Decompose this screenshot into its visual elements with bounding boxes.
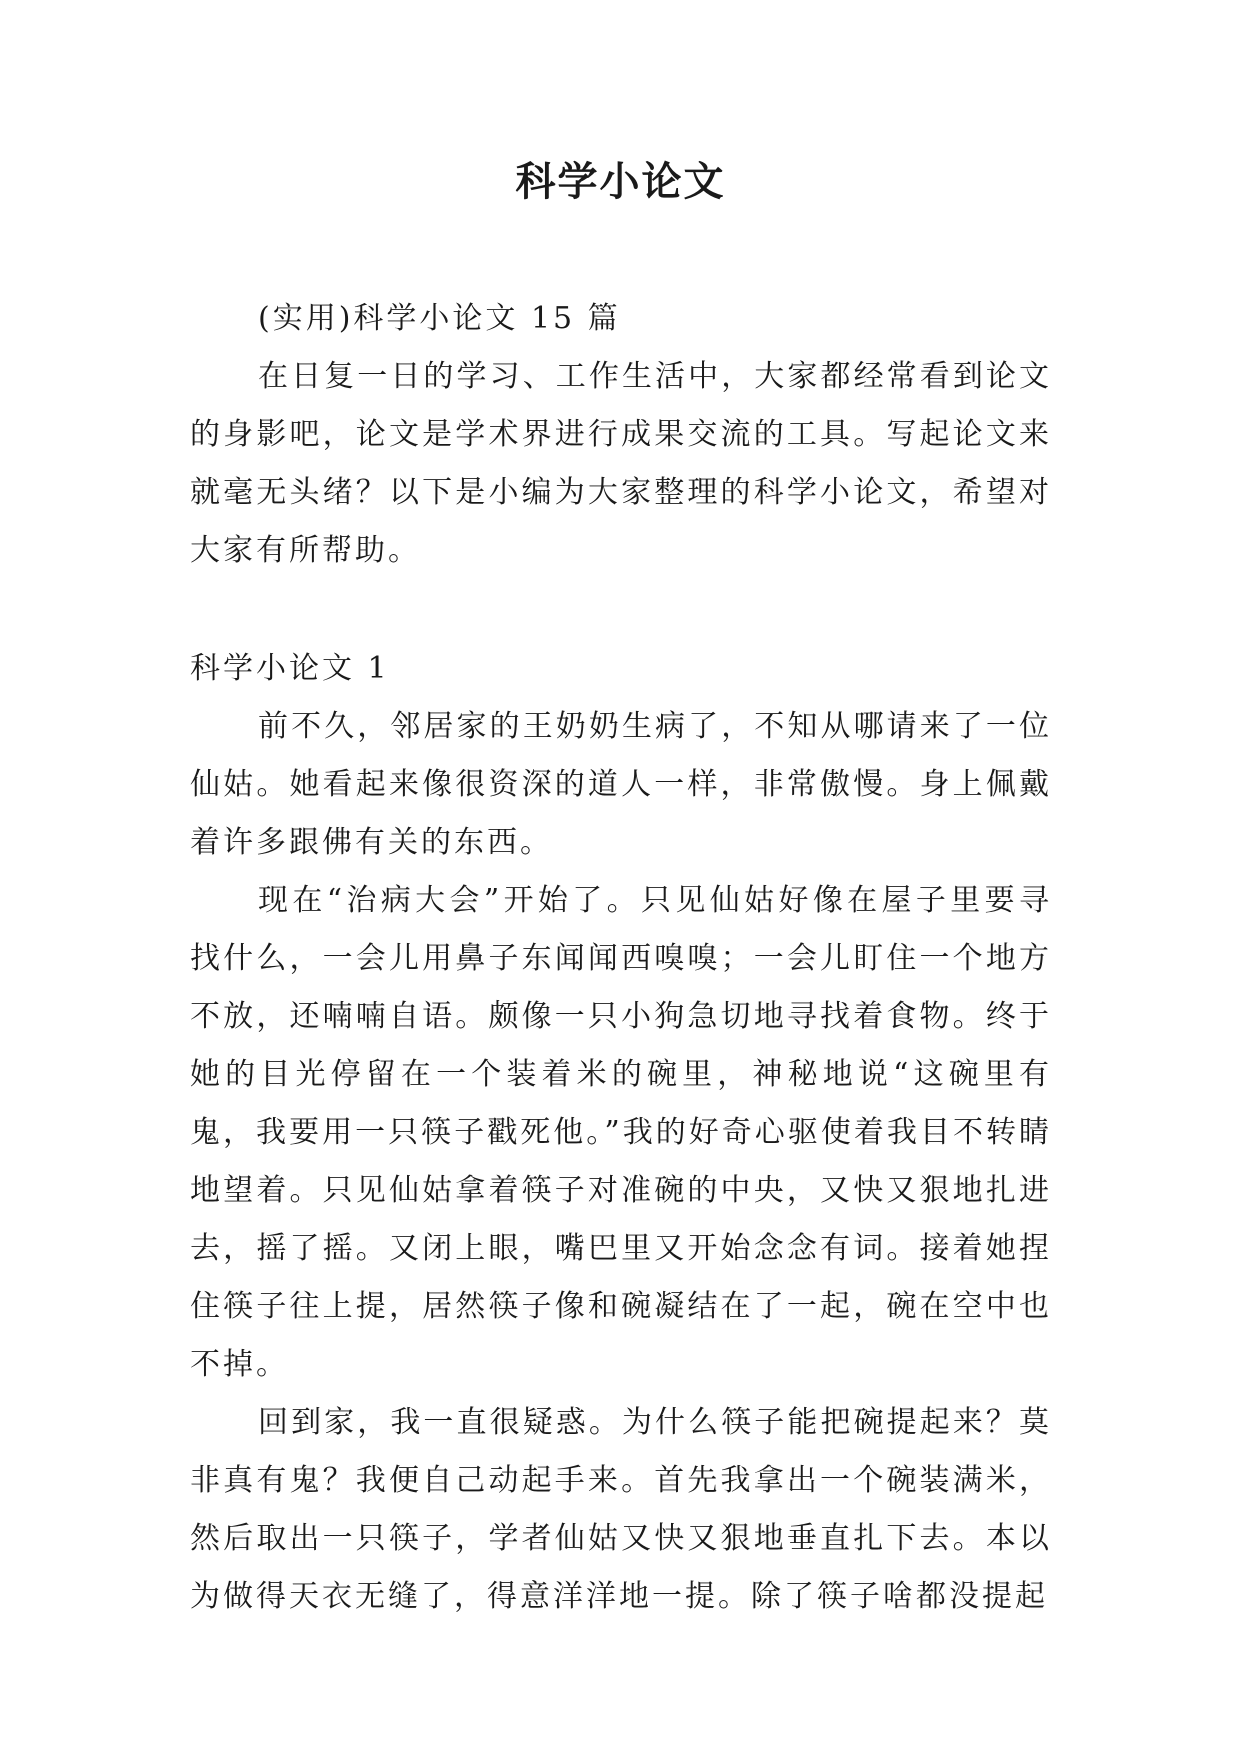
document-subtitle: (实用)科学小论文 15 篇 <box>258 301 621 336</box>
intro-paragraph: 在日复一日的学习、工作生活中，大家都经常看到论文的身影吧，论文是学术界进行成果交流的工具。写起论文来就毫无头绪？以下是小编为大家整理的科学小论文，希望对大家有所帮助。 <box>190 359 1052 568</box>
section-heading: 科学小论文 1 <box>190 651 390 686</box>
body-paragraph: 现在“治病大会”开始了。只见仙姑好像在屋子里要寻找什么，一会儿用鼻子东闻闻西嗅嗅；一会儿盯住一个地方不放，还喃喃自语。颇像一只小狗急切地寻找着食物。终于她的目光停留在一个装着米的碗里，神秘地说“这碗里有鬼，我要用一只筷子戳死他。”我的好奇心驱使着我目不转睛地望着。只见仙姑拿着筷子对准碗的中央，又快又狠地扎进去，摇了摇。又闭上眼，嘴巴里又开始念念有词。接着她捏住筷子往上提，居然筷子像和碗凝结在了一起，碗在空中也不掉。 <box>190 883 1052 1382</box>
section-block <box>190 640 1052 1626</box>
body-paragraph: 回到家，我一直很疑惑。为什么筷子能把碗提起来？莫非真有鬼？我便自己动起手来。首先我拿出一个碗装满米，然后取出一只筷子，学者仙姑又快又狠地垂直扎下去。本以为做得天衣无缝了，得意洋洋地一提。除了筷子啥都没提起 <box>190 1405 1052 1614</box>
body-paragraph: 前不久，邻居家的王奶奶生病了，不知从哪请来了一位仙姑。她看起来像很资深的道人一样，非常傲慢。身上佩戴着许多跟佛有关的东西。 <box>190 709 1052 860</box>
intro-block <box>190 290 1052 580</box>
document-title: 科学小论文 <box>515 158 726 205</box>
